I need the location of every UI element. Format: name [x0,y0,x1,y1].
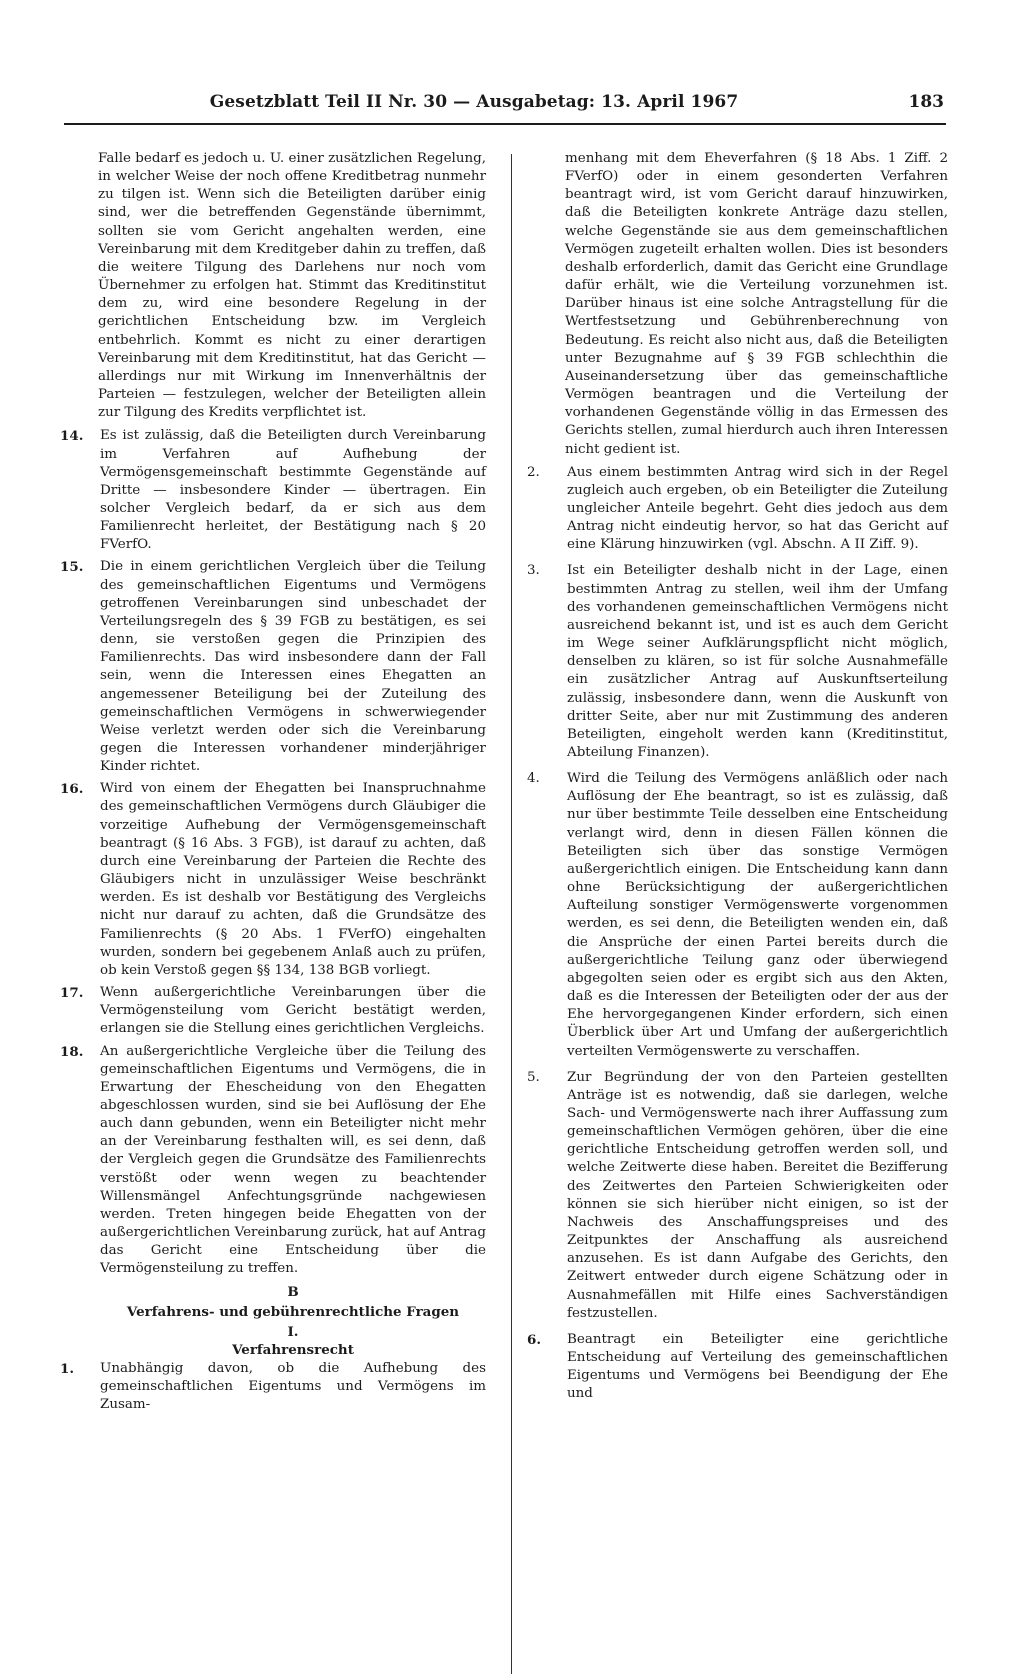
list-item-14 [60,427,486,554]
list-item-17 [60,984,486,1038]
item-text: Beantragt ein Beteiligter eine gerichtliche Entscheidung auf Verteilung des gemeinschaftlichen Eigentums und Vermögens bei Beendigung der Ehe und [567,1331,948,1402]
continuation-paragraph: Falle bedarf es jedoch u. U. einer zusätzlichen Regelung, in welcher Weise der noch offene Kreditbetrag nunmehr zu tilgen ist. Wenn sich die Beteiligten darüber einig sind, wer die betreffenden Gegenstände übernimmt, sollten sie vom Gericht angehalten werden, eine Vereinbarung mit dem Kreditgeber dahin zu treffen, daß die weitere Tilgung des Darlehens nur noch vom Übernehmer zu erfolgen hat. Stimmt das Kreditinstitut dem zu, wird eine besondere Regelung in der gerichtlichen Entscheidung bzw. im Vergleich entbehrlich. Kommt es nicht zu einer derartigen Vereinbarung mit dem Kreditinstitut, hat das Gericht — allerdings nur mit Wirkung im Innenverhältnis der Parteien — festzulegen, welcher der Beteiligten allein zur Tilgung des Kredits verpflichtet ist. [98,151,486,421]
item-number: 15. [60,559,84,576]
item-number: 5. [527,1069,540,1085]
item-number: 3. [527,563,540,579]
list-item-16 [60,780,486,980]
section-title: Verfahrens- und gebührenrechtliche Fragen [126,1303,460,1320]
continuation-paragraph: menhang mit dem Eheverfahren (§ 18 Abs. 1 Ziff. 2 FVerfO) oder in einem gesonderten Verfahren beantragt wird, ist vom Gericht darauf hinzuwirken, daß die Beteiligten konkrete Anträge dazu stellen, welche Gegenstände sie aus dem gemeinschaftlichen Vermögen zugeteilt erhalten wollen. Dies ist besonders deshalb erforderlich, damit das Gericht eine Grundlage dafür erhält, wie die Verteilung vorzunehmen ist. Darüber hinaus ist eine solche Antragstellung für die Wertfestsetzung und Gebührenberechnung von Bedeutung. Es reicht also nicht aus, daß die Beteiligten unter Bezugnahme auf § 39 FGB schlechthin die Auseinandersetzung über das gemeinschaftliche Vermögen beantragen und die Verteilung der vorhandenen Gegenstände völlig in das Ermessen des Gerichts stellen, zumal hierdurch auch ihren Interessen nicht gedient ist. [565,151,948,457]
item-number: 18. [60,1043,84,1060]
header-rule [64,123,946,125]
list-item-4 [527,770,948,1061]
item-text: Aus einem bestimmten Antrag wird sich in der Regel zugleich auch ergeben, ob ein Beteiligter die Zuteilung ungleicher Anteile begehrt. Geht dies jedoch aus dem Antrag nicht eindeutig hervor, so hat das Gericht auf eine Klärung hinzuwirken (vgl. Abschn. A II Ziff. 9). [567,464,948,553]
list-item-2 [527,464,948,555]
item-text: An außergerichtliche Vergleiche über die Teilung des gemeinschaftlichen Eigentums und Vermögens, die in Erwartung der Ehescheidung von den Ehegatten abgeschlossen wurden, sind sie bei Auflösung der Ehe auch dann gebunden, wenn ein Beteiligter nicht mehr an der Vereinbarung festhalten will, es sei denn, daß der Vergleich gegen die Grundsätze des Familienrechts verstößt oder wenn wegen zu beachtender Willensmängel Anfechtungsgründe nachgewiesen werden. Treten hingegen beide Ehegatten von der außergerichtlichen Vereinbarung zurück, hat auf Antrag das Gericht eine Entscheidung über die Vermögensteilung zu treffen. [100,1043,486,1277]
list-item-6 [527,1331,948,1404]
item-text: Zur Begründung der von den Parteien gestellten Anträge ist es notwendig, daß sie darlegen, welche Sach- und Vermögenswerte nach ihrer Auffassung zum gemeinschaftlichen Vermögen gehören, über die eine gerichtliche Entscheidung getroffen werden soll, und welche Zeitwerte diese haben. Bereitet die Bezifferung des Zeitwertes den Parteien Schwierigkeiten oder können sie sich hierüber nicht einigen, so ist der Nachweis des Anschaffungspreises und des Zeitpunktes der Anschaffung als ausreichend anzusehen. Es ist dann Aufgabe des Gerichts, den Zeitwert entweder durch eigene Schätzung oder in Ausnahmefällen mit Hilfe eines Sachverständigen festzustellen. [567,1069,948,1321]
item-number: 6. [527,1331,542,1348]
left-column [60,150,486,1419]
item-text: Die in einem gerichtlichen Vergleich über die Teilung des gemeinschaftlichen Eigentums und Vermögens getroffenen Vereinbarungen sind unbeschadet der Verteilungsregeln des § 39 FGB zu bestätigen, es sei denn, sie verstoßen gegen die Prinzipien des Familienrechts. Das wird insbesondere dann der Fall sein, wenn die Interessen eines Ehegatten an angemessener Beteiligung bei der Zuteilung des gemeinschaftlichen Vermögens in schwerwiegender Weise verletzt werden oder sich die Vereinbarung gegen die Interessen vorhandener minderjähriger Kinder richtet. [100,559,486,775]
column-divider [511,154,512,1674]
subsection-title: Verfahrensrecht [232,1342,354,1358]
item-text: Es ist zulässig, daß die Beteiligten durch Vereinbarung im Verfahren auf Aufhebung der Vermögensgemeinschaft bestimmte Gegenstände auf Dritte — insbesondere Kinder — übertragen. Ein solcher Vergleich bedarf, da er sich aus dem Familienrecht herleitet, der Bestätigung nach § 20 FVerfO. [100,428,486,553]
list-item-18 [60,1043,486,1279]
item-number: 2. [527,464,540,480]
item-text: Unabhängig davon, ob die Aufhebung des gemeinschaftlichen Eigentums und Vermögens im Zusam- [100,1361,486,1413]
list-item-3 [527,562,948,762]
section-letter: B [287,1283,299,1300]
right-column [527,150,948,1407]
item-text: Wird von einem der Ehegatten bei Inanspruchnahme des gemeinschaftlichen Vermögens durch Gläubiger die vorzeitige Aufhebung der Vermögensgemeinschaft beantragt (§ 16 Abs. 3 FGB), ist darauf zu achten, daß durch eine Vereinbarung der Parteien die Rechte des Gläubigers nicht in unzulässiger Weise beschränkt werden. Es ist deshalb vor Bestätigung des Vergleichs nicht nur darauf zu achten, daß die Grundsätze des Familienrechts (§ 20 Abs. 1 FVerfO) eingehalten wurden, sondern bei gegebenem Anlaß auch zu prüfen, ob kein Verstoß gegen §§ 134, 138 BGB vorliegt. [100,781,486,978]
item-number: 17. [60,985,84,1002]
list-item-15 [60,558,486,776]
item-number: 16. [60,781,84,798]
item-text: Ist ein Beteiligter deshalb nicht in der Lage, einen bestimmten Antrag zu stellen, weil ihm der Umfang des vorhandenen gemeinschaftlichen Vermögens nicht ausreichend bekannt ist, und ist es auch dem Gericht im Wege seiner Aufklärungspflicht nicht möglich, denselben zu klären, so ist für solche Ausnahmefälle ein zusätzlicher Antrag auf Auskunftserteilung zulässig, insbesondere dann, wenn die Auskunft von dritter Seite, aber nur mit Zustimmung des anderen Beteiligten, eingeholt werden kann (Kreditinstitut, Abteilung Finanzen). [567,563,948,760]
item-number: 14. [60,428,84,445]
item-number: 1. [60,1361,75,1378]
list-item-1 [60,1360,486,1414]
item-text: Wenn außergerichtliche Vereinbarungen über die Vermögensteilung vom Gericht bestätigt werden, erlangen sie die Stellung eines gerichtlichen Vergleichs. [100,985,486,1037]
item-text: Wird die Teilung des Vermögens anläßlich oder nach Auflösung der Ehe beantragt, so ist es zulässig, daß nur über bestimmte Teile desselben eine Entscheidung verlangt wird, denn in diesen Fällen können die Beteiligten sich über das sonstige Vermögen außergerichtlich einigen. Die Entscheidung kann dann ohne Berücksichtigung der außergerichtlichen Aufteilung sonstiger Vermögenswerte vorgenommen werden, es sei denn, die Beteiligten wenden ein, daß die Ansprüche der einen Partei bereits durch die außergerichtliche Teilung ganz oder überwiegend abgegolten seien oder es ergibt sich aus den Akten, daß es die Interessen der Beteiligten oder der aus der Ehe hervorgegangenen Kinder erfordern, sich einen Überblick über Art und Umfang der außergerichtlich verteilten Vermögenswerte zu verschaffen. [567,771,948,1059]
page-number: 183 [908,92,944,112]
header-title: Gesetzblatt Teil II Nr. 30 — Ausgabetag: 13. April 1967 [209,92,739,112]
page-header [64,92,944,124]
subsection-numeral: I. [287,1323,299,1340]
item-number: 4. [527,771,540,787]
list-item-5 [527,1069,948,1323]
